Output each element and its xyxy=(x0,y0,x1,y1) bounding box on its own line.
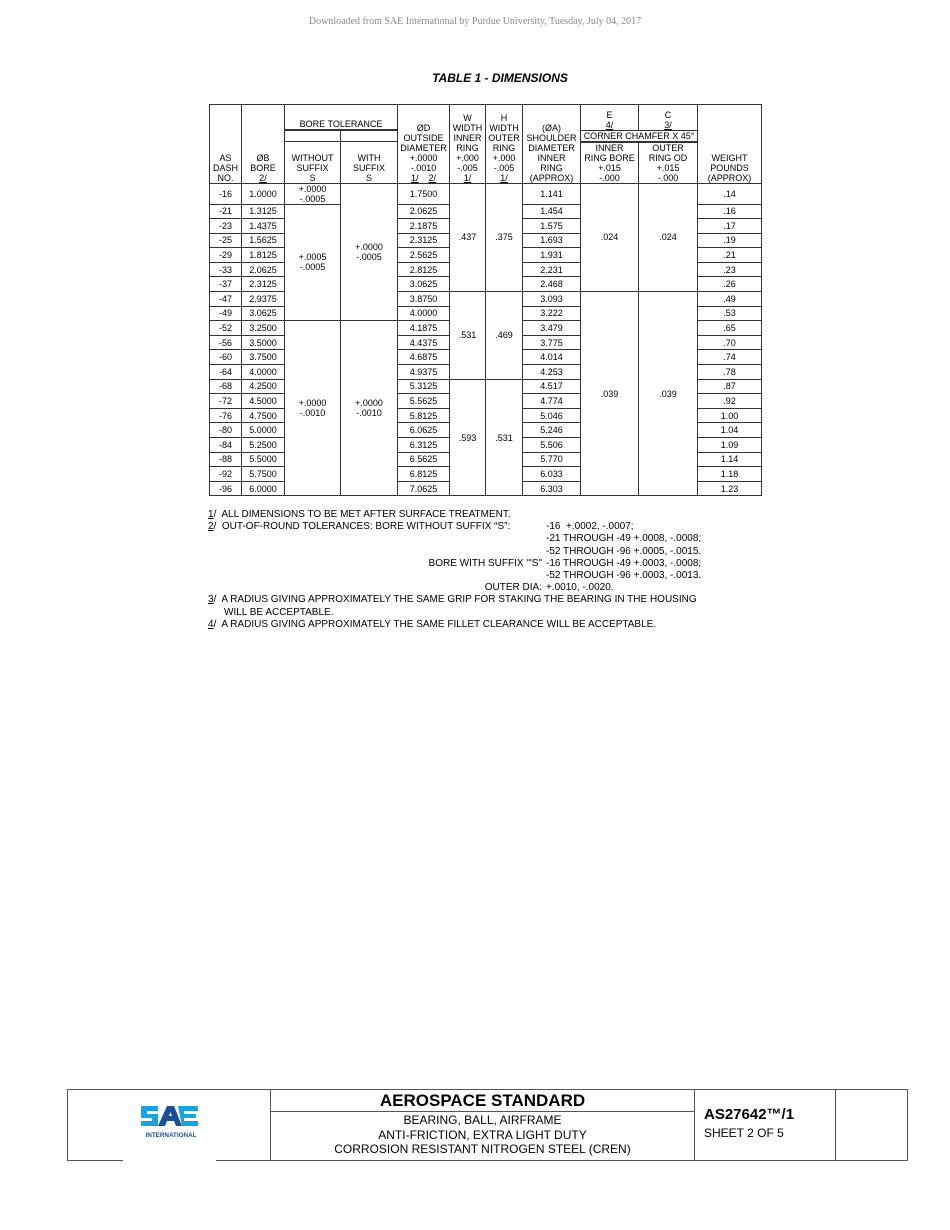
dash-number: -84 xyxy=(210,438,242,453)
dash-number: -80 xyxy=(210,423,242,438)
inner-ring-width: .531 xyxy=(450,292,486,380)
shoulder-diameter: 2.468 xyxy=(523,277,581,292)
weight-pounds: .49 xyxy=(698,292,762,307)
title-block xyxy=(67,1089,908,1161)
weight-pounds: .92 xyxy=(698,394,762,409)
outside-diameter: 6.8125 xyxy=(398,467,450,482)
note-2: 2/ OUT-OF-ROUND TOLERANCES: BORE WITHOUT SUFFIX “S”: -16 +.0002, -.0007; xyxy=(208,521,634,533)
outside-diameter: 5.3125 xyxy=(398,379,450,394)
header-inner-ring-bore: INNER RING BORE +.015 -.000 xyxy=(581,142,639,184)
outside-diameter: 6.5625 xyxy=(398,452,450,467)
header-e: E 4/ xyxy=(581,105,639,131)
bore-diameter: 1.5625 xyxy=(242,233,285,248)
outside-diameter: 4.6875 xyxy=(398,350,450,365)
weight-pounds: 1.18 xyxy=(698,467,762,482)
bore-diameter: 2.9375 xyxy=(242,292,285,307)
outside-diameter: 6.3125 xyxy=(398,438,450,453)
shoulder-diameter: 3.093 xyxy=(523,292,581,307)
bore-diameter: 1.0000 xyxy=(242,183,285,204)
dash-number: -88 xyxy=(210,452,242,467)
weight-pounds: .19 xyxy=(698,233,762,248)
note-2-with-suffix: BORE WITH SUFFIX '"S" -16 THROUGH -49 +.0003, -.0008; xyxy=(428,557,702,569)
weight-pounds: .70 xyxy=(698,335,762,350)
shoulder-diameter: 4.517 xyxy=(523,379,581,394)
dash-number: -72 xyxy=(210,394,242,409)
header-without-suffix: WITHOUT SUFFIX S xyxy=(285,142,341,184)
header-width-inner: W WIDTH INNER RING +.000 -.005 1/ xyxy=(450,105,486,184)
bore-diameter: 3.5000 xyxy=(242,335,285,350)
shoulder-diameter: 3.775 xyxy=(523,335,581,350)
download-watermark: Downloaded from SAE International by Purdue University, Tuesday, July 04, 2017 xyxy=(308,16,642,27)
header-outside-diameter: ØD OUTSIDE DIAMETER +.0000 -.0010 1/ 2/ xyxy=(398,105,450,184)
dash-number: -23 xyxy=(210,219,242,234)
dash-number: -68 xyxy=(210,379,242,394)
outside-diameter: 5.8125 xyxy=(398,408,450,423)
dash-number: -29 xyxy=(210,248,242,263)
note-3: 3/ A RADIUS GIVING APPROXIMATELY THE SAME GRIP FOR STAKING THE BEARING IN THE HOUSING xyxy=(208,594,697,606)
note-4: 4/ A RADIUS GIVING APPROXIMATELY THE SAME FILLET CLEARANCE WILL BE ACCEPTABLE. xyxy=(208,618,657,630)
shoulder-diameter: 1.693 xyxy=(523,233,581,248)
weight-pounds: .26 xyxy=(698,277,762,292)
dash-number: -76 xyxy=(210,408,242,423)
outside-diameter: 6.0625 xyxy=(398,423,450,438)
bore-diameter: 3.7500 xyxy=(242,350,285,365)
header-width-outer: H WIDTH OUTER RING +.000 -.005 1/ xyxy=(486,105,523,184)
bore-tolerance-without-suffix-plus: +.0000 xyxy=(298,398,327,409)
shoulder-diameter: 5.246 xyxy=(523,423,581,438)
shoulder-diameter: 4.253 xyxy=(523,365,581,380)
bore-diameter: 5.0000 xyxy=(242,423,285,438)
weight-pounds: 1.14 xyxy=(698,452,762,467)
note-3-cont: WILL BE ACCEPTABLE. xyxy=(224,606,334,618)
bore-diameter: 5.2500 xyxy=(242,438,285,453)
bore-tolerance-with-suffix-minus: -.0010 xyxy=(356,408,382,419)
bore-diameter: 2.0625 xyxy=(242,262,285,277)
bore-tolerance-without-suffix-plus: +.0000 xyxy=(298,183,327,194)
sae-international-logo-icon xyxy=(138,1102,204,1144)
outside-diameter: 4.4375 xyxy=(398,335,450,350)
shoulder-diameter: 6.033 xyxy=(523,467,581,482)
dash-number: -16 xyxy=(210,183,242,204)
dash-number: -33 xyxy=(210,262,242,277)
header-shoulder-diameter: (ØA) SHOULDER DIAMETER INNER RING (APPROX) xyxy=(523,105,581,184)
outside-diameter: 4.9375 xyxy=(398,365,450,380)
weight-pounds: .65 xyxy=(698,321,762,336)
shoulder-diameter: 4.774 xyxy=(523,394,581,409)
note-2-line-3: -52 THROUGH -96 +.0005, -.0015. xyxy=(546,545,702,557)
outer-ring-width: .375 xyxy=(486,183,523,292)
dimensions-table xyxy=(209,104,762,496)
bore-tolerance-with-suffix-minus: -.0005 xyxy=(356,251,382,262)
weight-pounds: .14 xyxy=(698,183,762,204)
standard-subtitle: BEARING, BALL, AIRFRAME ANTI-FRICTION, EXTRA LIGHT DUTY CORROSION RESISTANT NITROGEN STEEL (CREN) xyxy=(334,1113,631,1156)
bore-tolerance-without-suffix-minus: -.0005 xyxy=(299,193,326,204)
document-number-cell xyxy=(695,1090,836,1160)
weight-pounds: .17 xyxy=(698,219,762,234)
shoulder-diameter: 2.231 xyxy=(523,262,581,277)
dash-number: -21 xyxy=(210,204,242,219)
weight-pounds: .21 xyxy=(698,248,762,263)
outside-diameter: 1.7500 xyxy=(398,183,450,204)
weight-pounds: 1.09 xyxy=(698,438,762,453)
weight-pounds: 1.04 xyxy=(698,423,762,438)
shoulder-diameter: 1.931 xyxy=(523,248,581,263)
bore-diameter: 4.2500 xyxy=(242,379,285,394)
weight-pounds: .87 xyxy=(698,379,762,394)
bore-tolerance-with-suffix-plus: +.0000 xyxy=(355,398,383,409)
note-2-outer-dia: OUTER DIA: +.0010, -.0020. xyxy=(484,582,614,594)
outside-diameter: 3.0625 xyxy=(398,277,450,292)
bore-tolerance-with-suffix-plus: +.0000 xyxy=(355,241,383,252)
shoulder-diameter: 5.770 xyxy=(523,452,581,467)
dash-number: -92 xyxy=(210,467,242,482)
bore-tolerance-with-suffix xyxy=(341,183,398,321)
header-with-suffix-blank xyxy=(341,130,398,142)
header-corner-chamfer: CORNER CHAMFER X 45° xyxy=(581,130,698,142)
dash-number: -60 xyxy=(210,350,242,365)
svg-text:INTERNATIONAL: INTERNATIONAL xyxy=(145,1132,197,1139)
dash-number: -37 xyxy=(210,277,242,292)
weight-pounds: .23 xyxy=(698,262,762,277)
inner-ring-bore-chamfer: .024 xyxy=(581,183,639,292)
bore-diameter: 4.5000 xyxy=(242,394,285,409)
bore-diameter: 4.7500 xyxy=(242,408,285,423)
outside-diameter: 2.0625 xyxy=(398,204,450,219)
bore-diameter: 1.4375 xyxy=(242,219,285,234)
shoulder-diameter: 5.506 xyxy=(523,438,581,453)
bore-diameter: 6.0000 xyxy=(242,481,285,496)
bore-diameter: 5.7500 xyxy=(242,467,285,482)
table-notes xyxy=(208,509,768,631)
outside-diameter: 3.8750 xyxy=(398,292,450,307)
shoulder-diameter: 1.575 xyxy=(523,219,581,234)
outer-ring-width: .531 xyxy=(486,379,523,496)
shoulder-diameter: 5.046 xyxy=(523,408,581,423)
shoulder-diameter: 1.141 xyxy=(523,183,581,204)
bore-tolerance-without-suffix xyxy=(285,183,341,204)
bore-diameter: 3.0625 xyxy=(242,306,285,321)
weight-pounds: 1.00 xyxy=(698,408,762,423)
table-title: TABLE 1 - DIMENSIONS xyxy=(432,71,568,85)
outside-diameter: 2.3125 xyxy=(398,233,450,248)
shoulder-diameter: 3.479 xyxy=(523,321,581,336)
header-bore: ØB BORE 2/ xyxy=(242,105,285,184)
logo-divider-gap xyxy=(123,1159,216,1162)
bore-diameter: 3.2500 xyxy=(242,321,285,336)
sheet-number: SHEET 2 OF 5 xyxy=(704,1126,784,1140)
shoulder-diameter: 1.454 xyxy=(523,204,581,219)
bore-diameter: 5.5000 xyxy=(242,452,285,467)
weight-pounds: .74 xyxy=(698,350,762,365)
header-weight: WEIGHT POUNDS (APPROX) xyxy=(698,105,762,184)
dash-number: -25 xyxy=(210,233,242,248)
dash-number: -52 xyxy=(210,321,242,336)
dash-number: -49 xyxy=(210,306,242,321)
weight-pounds: .53 xyxy=(698,306,762,321)
header-as-dash: AS DASH NO. xyxy=(210,105,242,184)
outside-diameter: 5.5625 xyxy=(398,394,450,409)
title-cell xyxy=(271,1090,695,1160)
header-without-suffix-blank xyxy=(285,130,341,142)
header-c: C 3/ xyxy=(639,105,698,131)
dash-number: -64 xyxy=(210,365,242,380)
outside-diameter: 2.5625 xyxy=(398,248,450,263)
outer-ring-od-chamfer: .039 xyxy=(639,292,698,496)
standard-type: AEROSPACE STANDARD xyxy=(271,1090,694,1112)
note-2-line-5: -52 THROUGH -96 +.0003, -.0013. xyxy=(546,570,702,582)
inner-ring-bore-chamfer: .039 xyxy=(581,292,639,496)
bore-diameter: 4.0000 xyxy=(242,365,285,380)
header-with-suffix: WITH SUFFIX S xyxy=(341,142,398,184)
logo-cell xyxy=(68,1090,271,1160)
weight-pounds: .16 xyxy=(698,204,762,219)
weight-pounds: .78 xyxy=(698,365,762,380)
note-1: 1/ ALL DIMENSIONS TO BE MET AFTER SURFACE TREATMENT. xyxy=(208,509,511,520)
shoulder-diameter: 3.222 xyxy=(523,306,581,321)
outside-diameter: 2.1875 xyxy=(398,219,450,234)
outer-ring-width: .469 xyxy=(486,292,523,380)
dash-number: -56 xyxy=(210,335,242,350)
bore-tolerance-without-suffix-minus: -.0010 xyxy=(299,408,326,419)
dash-number: -96 xyxy=(210,481,242,496)
header-outer-ring-od: OUTER RING OD +.015 -.000 xyxy=(639,142,698,184)
bore-tolerance-without-suffix xyxy=(285,321,341,496)
bore-tolerance-without-suffix-minus: -.0005 xyxy=(299,262,326,273)
document-number: AS27642™/1 xyxy=(704,1106,795,1123)
inner-ring-width: .437 xyxy=(450,183,486,292)
outside-diameter: 4.1875 xyxy=(398,321,450,336)
shoulder-diameter: 6.303 xyxy=(523,481,581,496)
bore-tolerance-with-suffix xyxy=(341,321,398,496)
shoulder-diameter: 4.014 xyxy=(523,350,581,365)
note-2-line-2: -21 THROUGH -49 +.0008, -.0008; xyxy=(546,533,702,545)
bore-diameter: 2.3125 xyxy=(242,277,285,292)
outside-diameter: 2.8125 xyxy=(398,262,450,277)
inner-ring-width: .593 xyxy=(450,379,486,496)
bore-tolerance-without-suffix xyxy=(285,204,341,321)
bore-diameter: 1.8125 xyxy=(242,248,285,263)
bore-tolerance-without-suffix-plus: +.0005 xyxy=(298,252,327,263)
outside-diameter: 7.0625 xyxy=(398,481,450,496)
bore-diameter: 1.3125 xyxy=(242,204,285,219)
header-bore-tolerance: BORE TOLERANCE xyxy=(285,105,398,131)
table-row xyxy=(210,183,762,204)
weight-pounds: 1.23 xyxy=(698,481,762,496)
dash-number: -47 xyxy=(210,292,242,307)
outside-diameter: 4.0000 xyxy=(398,306,450,321)
outer-ring-od-chamfer: .024 xyxy=(639,183,698,292)
